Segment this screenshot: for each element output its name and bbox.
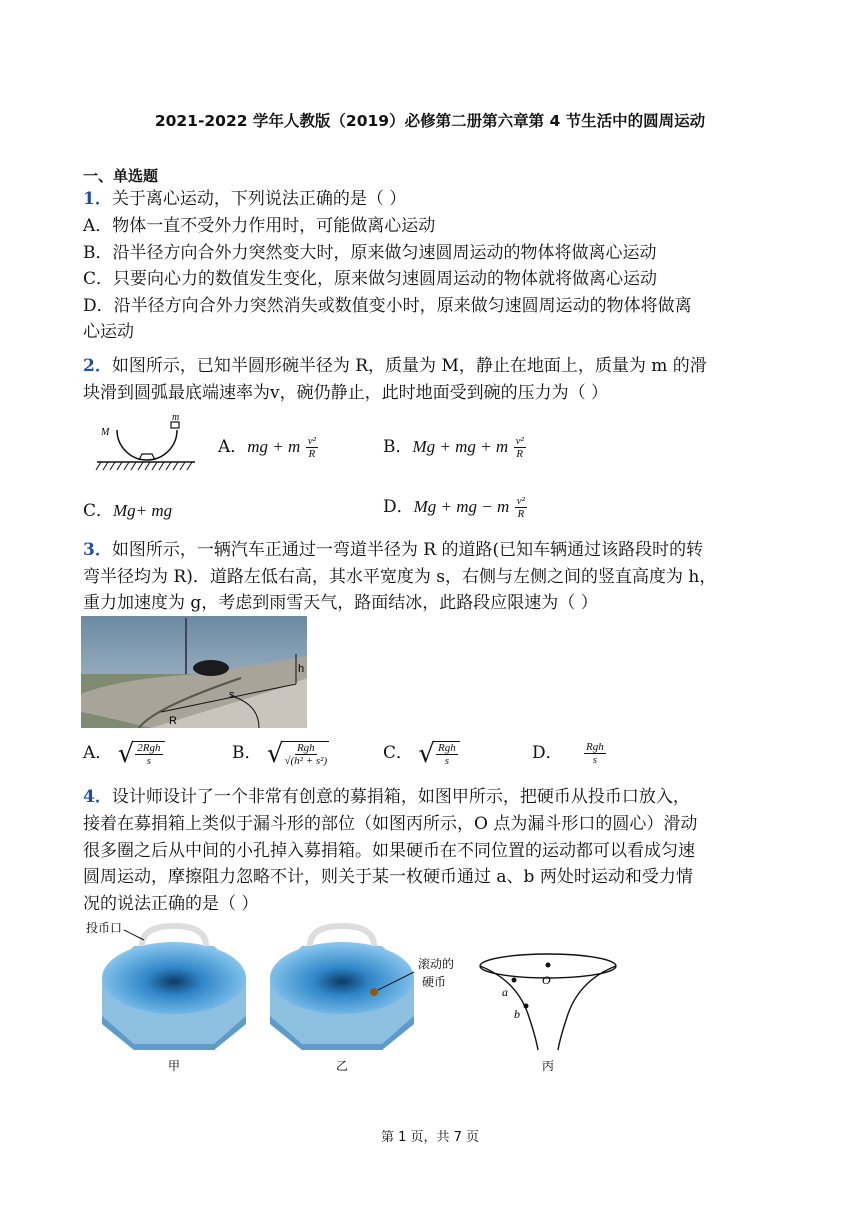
fig-a-label: a [502, 985, 508, 999]
fig-R-label: R [169, 715, 177, 727]
frac-num: v² [515, 435, 524, 447]
q2-text-line1: 如图所示，已知半圆形碗半径为 R，质量为 M，静止在地面上，质量为 m 的滑 [111, 356, 707, 376]
q2-a-expr: mg + m [247, 437, 301, 456]
bowl-figure [95, 410, 205, 475]
q3-c-label: C． [383, 743, 414, 763]
q4-line2: 接着在募捐箱上类似于漏斗形的部位（如图丙所示，O 点为漏斗形口的圆心）滑动 [83, 814, 698, 834]
q2-line1 [83, 353, 707, 379]
caption-jia: 甲 [168, 1059, 181, 1073]
fig-slot-label: 投币口 [86, 921, 123, 935]
q4-line3: 很多圈之后从中间的小孔掉入募捐箱。如果硬币在不同位置的运动都可以看成匀速 [83, 841, 695, 861]
q1-option-c: C．只要向心力的数值发生变化，原来做匀速圆周运动的物体就将做离心运动 [83, 269, 658, 289]
funnel-diagram-bing [476, 950, 636, 1076]
q3-a-num: 2Rgh [137, 741, 161, 754]
q3-option-b [232, 738, 329, 767]
q4-line5: 况的说法正确的是（ ） [83, 894, 259, 914]
fig-coin-label-2: 硬币 [422, 975, 447, 989]
q2-option-a [218, 432, 318, 460]
fig-s-label: s [229, 689, 235, 701]
q2-b-label: B． [383, 437, 413, 457]
q3-a-sqrt: √ $\frac{\text{2Rgh}}{s}$ [118, 741, 165, 767]
q3-d-frac [584, 741, 606, 766]
q2-number: 2． [83, 356, 112, 376]
q3-number: 3． [83, 540, 112, 560]
q2-b-expr: Mg + mg + m [412, 437, 509, 456]
q3-b-label: B． [232, 743, 262, 763]
fig-h-label: h [298, 663, 305, 675]
q3-c-num: Rgh [438, 741, 456, 754]
page-footer: 第 1 页，共 7 页 [380, 1130, 480, 1145]
q1-option-b: B．沿半径方向合外力突然变大时，原来做匀速圆周运动的物体将做离心运动 [83, 243, 657, 263]
frac-num: v² [516, 495, 525, 507]
fig-m-label: m [172, 412, 180, 423]
q2-d-label: D． [383, 497, 414, 517]
q2-option-d [383, 492, 527, 520]
q3-b-num: Rgh [296, 741, 315, 754]
point-b [524, 1004, 529, 1009]
q3-line3: 重力加速度为 g，考虑到雨雪天气，路面结冰，此路段应限速为（ ） [83, 593, 598, 613]
q1-option-d-line1: D．沿半径方向合外力突然消失或数值变小时，原来做匀速圆周运动的物体将做离 [83, 296, 692, 316]
donation-box-jia [84, 916, 264, 1076]
q3-option-d [532, 738, 606, 766]
q1-stem [83, 186, 406, 212]
q3-option-a [83, 738, 165, 767]
q2-line2: 块滑到圆弧最底端速率为v，碗仍静止，此时地面受到碗的压力为（ ） [83, 383, 609, 403]
document-title: 2021-2022 学年人教版（2019）必修第二册第六章第 4 节生活中的圆周运动 [154, 112, 706, 130]
section-heading: 一、单选题 [83, 167, 159, 185]
q2-d-expr: Mg + mg − m [413, 497, 510, 516]
q3-c-sqrt: √ $\frac{\text{Rgh}}{s}$ [418, 741, 459, 767]
q2-c-label: C． [83, 501, 114, 521]
q2-a-label: A． [218, 437, 248, 457]
q3-line1 [83, 537, 703, 563]
frac-den: R [517, 508, 525, 520]
q2-option-b [383, 432, 526, 460]
caption-bing: 丙 [542, 1059, 555, 1073]
q3-b-sqrt: √ $\frac{\text{Rgh}}{\text{√(h² + s²)}}$ [266, 738, 328, 769]
q4-number: 4． [83, 787, 112, 807]
q3-option-c [383, 738, 460, 767]
q3-d-num: Rgh [586, 741, 604, 753]
q3-text-line1: 如图所示，一辆汽车正通过一弯道半径为 R 的道路(已知车辆通过该路段时的转 [111, 540, 704, 560]
q3-c-den: s [444, 754, 449, 767]
q4-text-line1: 设计师设计了一个非常有创意的募捐箱，如图甲所示，把硬币从投币口放入， [111, 787, 690, 807]
fig-M-label: M [101, 427, 110, 438]
caption-yi: 乙 [336, 1059, 349, 1073]
q3-line2: 弯半径均为 R)．道路左低右高，其水平宽度为 s，右侧与左侧之间的竖直高度为 h， [83, 567, 717, 587]
q1-option-d-line2: 心运动 [83, 322, 134, 342]
q4-line1 [83, 784, 690, 810]
rolling-coin [370, 988, 378, 996]
q2-option-c [83, 496, 172, 521]
donation-box-yi [262, 916, 482, 1076]
frac-den: R [516, 448, 524, 460]
frac-num: v² [307, 435, 316, 447]
frac-den: R [308, 448, 316, 460]
q2-b-frac [514, 435, 526, 460]
q3-d-den: s [592, 754, 598, 766]
fig-O-label: O [542, 973, 551, 987]
q2-c-expr: Mg+ mg [113, 501, 173, 520]
fig-coin-label-1: 滚动的 [418, 957, 455, 971]
q2-d-frac [515, 495, 527, 520]
q1-number: 1． [83, 189, 112, 209]
q3-a-den: s [146, 754, 152, 767]
q2-a-frac [306, 435, 318, 460]
q4-line4: 圆周运动，摩擦阻力忽略不计，则关于某一枚硬币通过 a、b 两处时运动和受力情 [83, 867, 693, 887]
q1-option-a: A．物体一直不受外力作用时，可能做离心运动 [83, 216, 436, 236]
banked-road-figure [81, 616, 307, 728]
q3-a-label: A． [83, 743, 113, 763]
q1-text: 关于离心运动，下列说法正确的是（ ） [111, 189, 407, 209]
q3-d-label: D． [532, 743, 563, 763]
q3-b-den: √(h² + s²) [284, 754, 328, 767]
point-a [512, 978, 517, 983]
fig-b-label: b [514, 1007, 520, 1021]
